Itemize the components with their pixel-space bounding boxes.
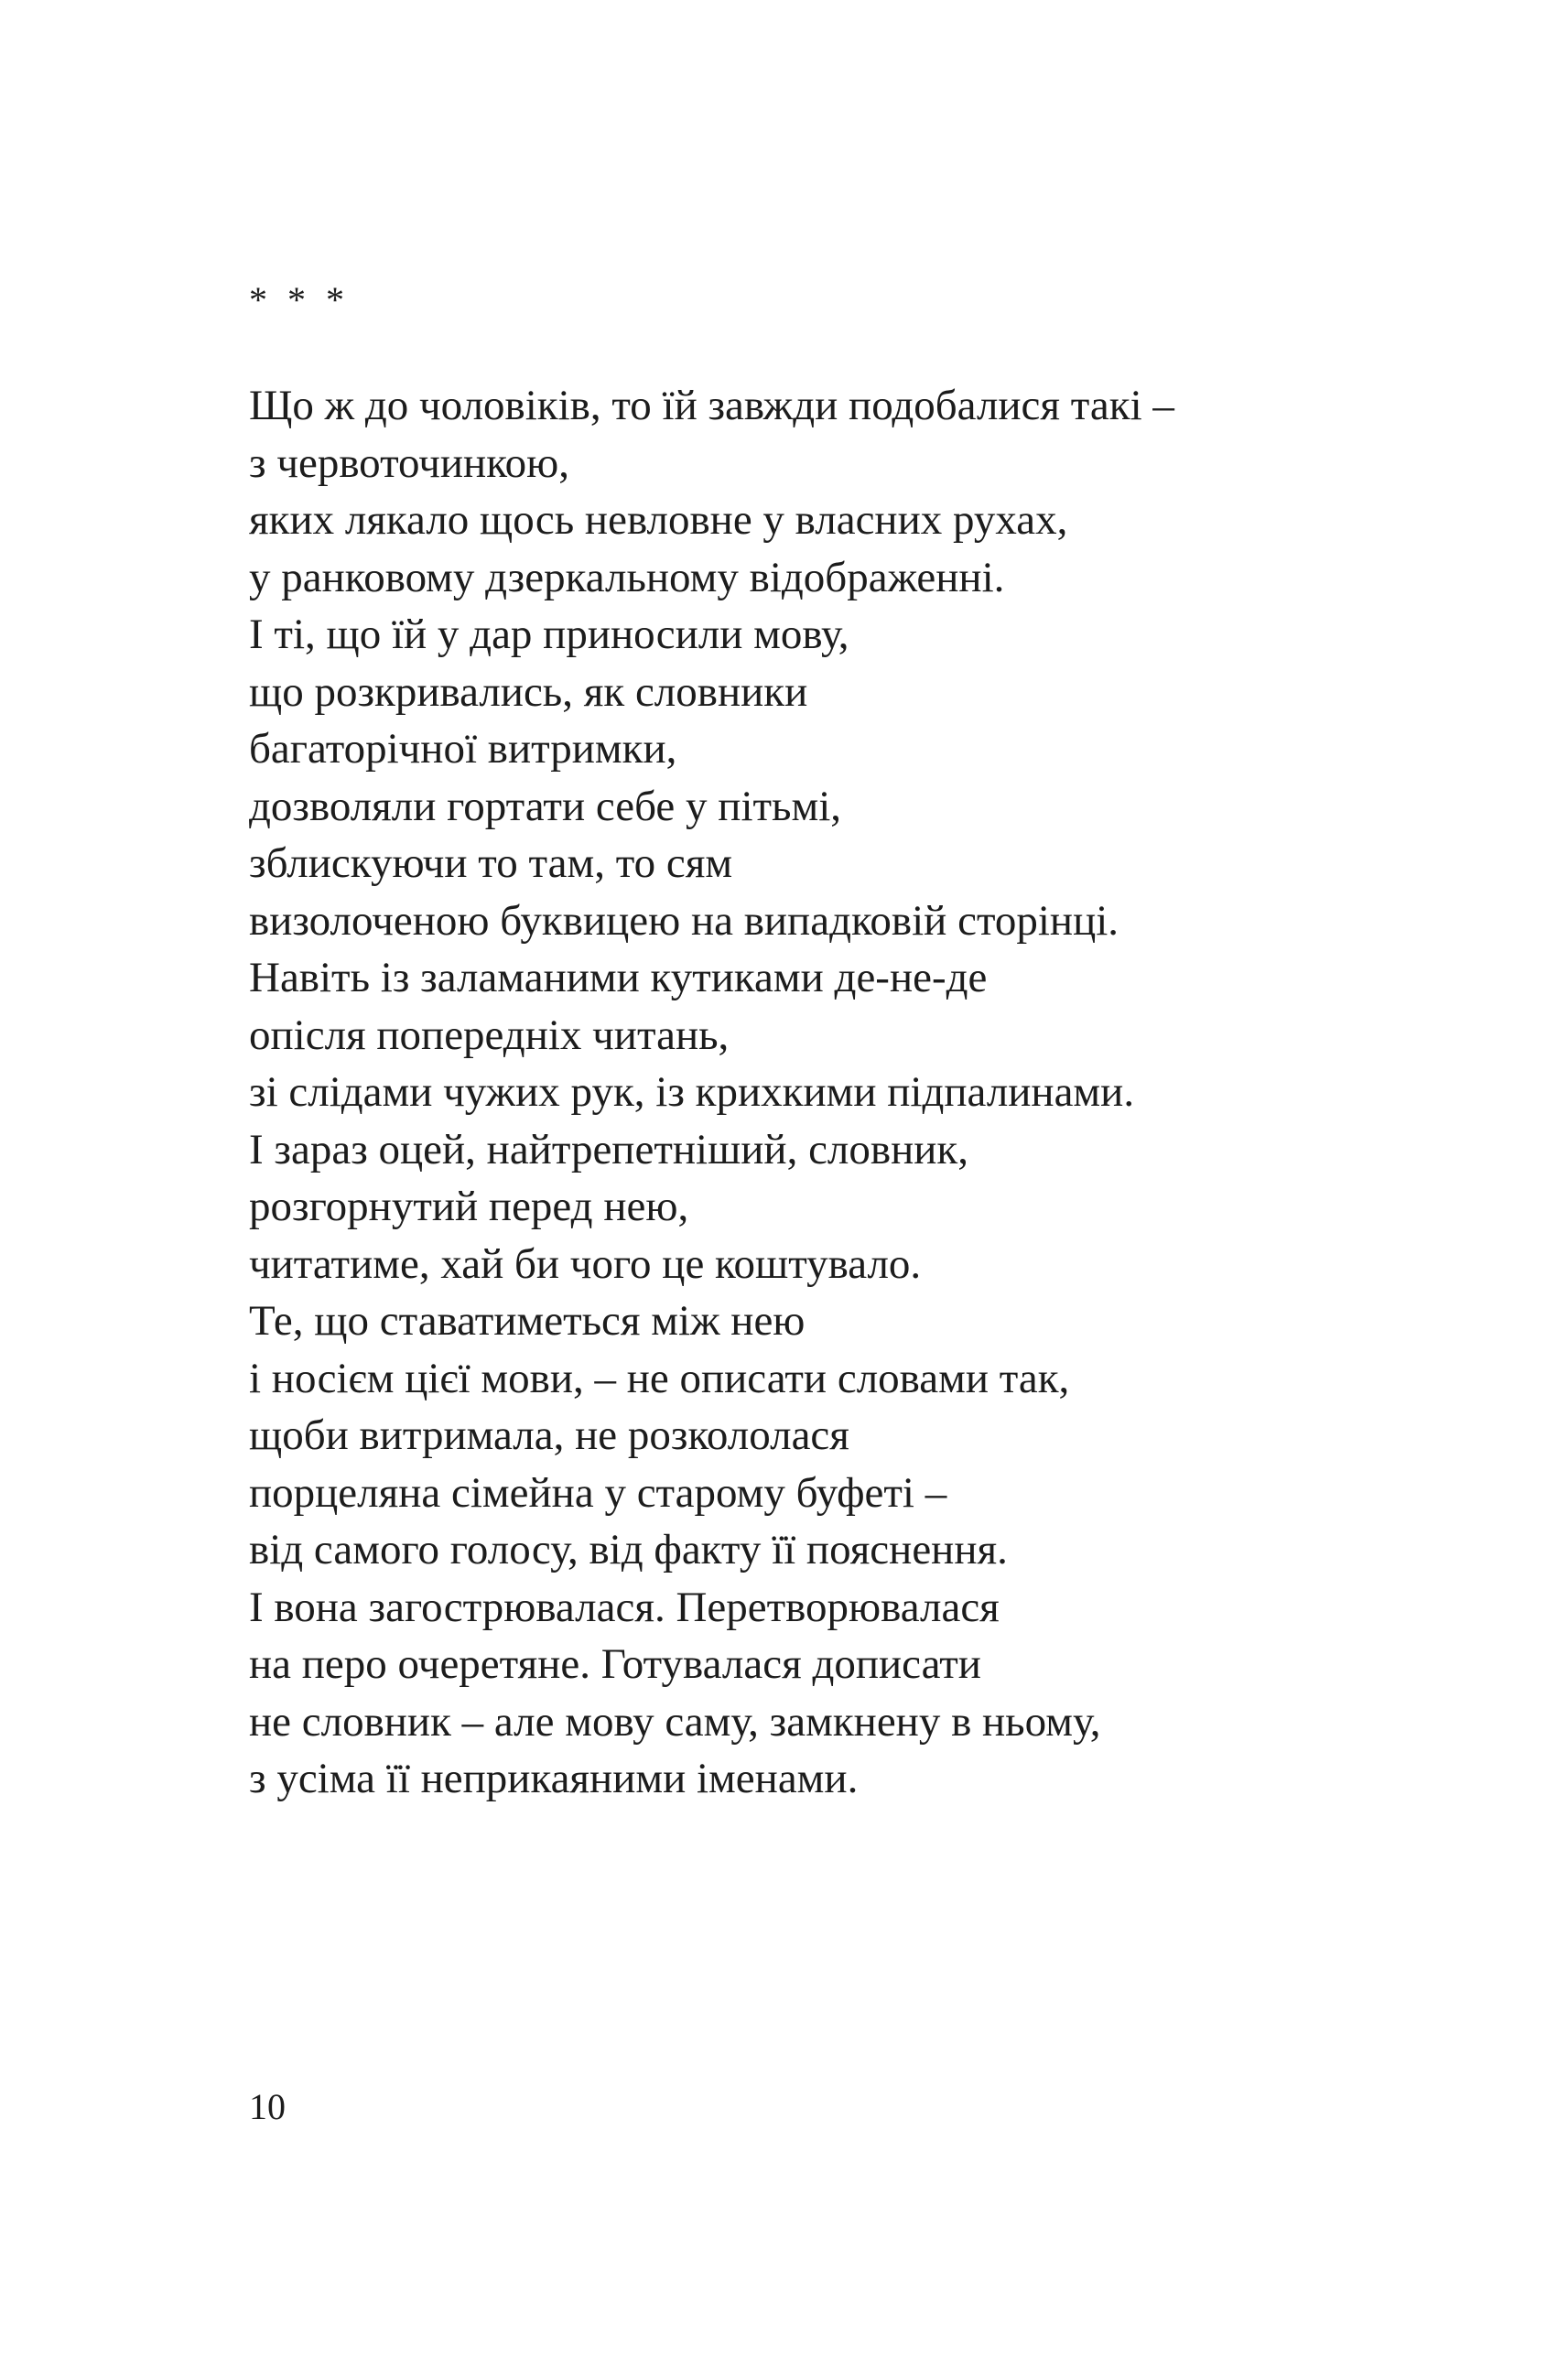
poem-line: яких лякало щось невловне у власних рухах, (249, 496, 1068, 544)
poem-line: І зараз оцей, найтрепетніший, словник, (249, 1125, 968, 1173)
poem-line: і носієм цієї мови, – не описати словами так, (249, 1354, 1070, 1402)
poem-line: Що ж до чоловіків, то їй завжди подобалися такі – (249, 382, 1174, 429)
poem-body (249, 377, 1384, 1808)
poem-line: щоби витримала, не розкололася (249, 1411, 849, 1459)
poem-line: І вона загострювалася. Перетворювалася (249, 1583, 1000, 1631)
poem-line: дозволяли гортати себе у пітьмі, (249, 782, 842, 830)
poem-line: з червоточинкою, (249, 438, 570, 487)
poem-line: визолоченою буквицею на випадковій сторінці. (249, 896, 1119, 945)
poem-line: багаторічної витримки, (249, 725, 677, 773)
poem-line: зі слідами чужих рук, із крихкими підпалинами. (249, 1068, 1135, 1116)
poem-line: у ранковому дзеркальному відображенні. (249, 553, 1005, 601)
section-separator: * * * (249, 279, 350, 320)
poem-line: від самого голосу, від факту її пояснення. (249, 1526, 1008, 1573)
poem-line: опісля попередніх читань, (249, 1011, 730, 1059)
poem-line: читатиме, хай би чого це коштувало. (249, 1239, 922, 1288)
poem-line: зблискуючи то там, то сям (249, 839, 733, 887)
poem-line: розгорнутий перед нею, (249, 1183, 689, 1230)
poem-line: порцеляна сімейна у старому буфеті – (249, 1468, 947, 1517)
poem-line: не словник – але мову саму, замкнену в ньому, (249, 1697, 1101, 1746)
poem-line: Те, що ставатиметься між нею (249, 1297, 806, 1345)
poem-line: Навіть із заламаними кутиками де-не-де (249, 954, 988, 1001)
poem-line: І ті, що їй у дар приносили мову, (249, 611, 849, 658)
poem-line: що розкривались, як словники (249, 667, 808, 716)
poem-line: на перо очеретяне. Готувалася дописати (249, 1640, 981, 1688)
poem-line: з усіма її неприкаяними іменами. (249, 1755, 859, 1802)
page-number: 10 (249, 2086, 286, 2127)
